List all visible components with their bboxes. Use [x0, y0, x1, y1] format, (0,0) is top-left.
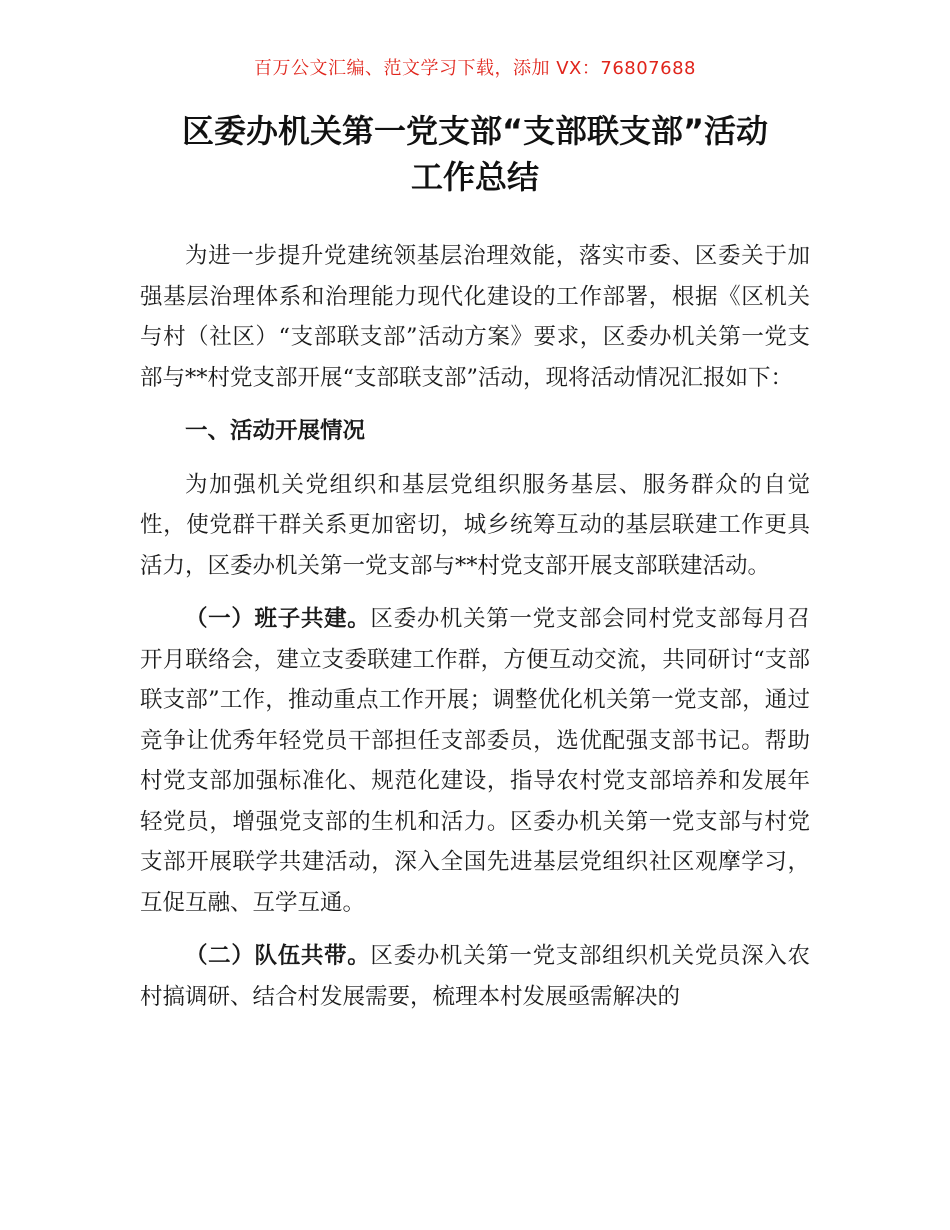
item-lead-2: （二）队伍共带。 [185, 943, 371, 969]
item-text-1: 区委办机关第一党支部会同村党支部每月召开月联络会，建立支委联建工作群，方便互动交流，共同研讨“支部联支部”工作，推动重点工作开展；调整优化机关第一党支部，通过竞争让优秀年轻党员干部担任支部委员，选优配强支部书记。帮助村党支部加强标准化、规范化建设，指导农村党支部培养和发展年轻党员，增强党支部的生机和活力。区委办机关第一党支部与村党支部开展联学共建活动，深入全国先进基层党组织社区观摩学习，互促互融、互学互通。 [140, 606, 810, 916]
item-text-2: 区委办机关第一党支部组织机关党员深入农村搞调研、结合村发展需要，梳理本村发展亟需解决的 [140, 943, 810, 1010]
intro-paragraph: 为进一步提升党建统领基层治理效能，落实市委、区委关于加强基层治理体系和治理能力现代化建设的工作部署，根据《区机关与村（社区）“支部联支部”活动方案》要求，区委办机关第一党支部与**村党支部开展“支部联支部”活动，现将活动情况汇报如下： [140, 243, 810, 391]
document-body [140, 236, 810, 1030]
section-heading: 一、活动开展情况 [185, 418, 366, 444]
section-paragraph: 为加强机关党组织和基层党组织服务基层、服务群众的自觉性，使党群干群关系更加密切，城乡统筹互动的基层联建工作更具活力，区委办机关第一党支部与**村党支部开展支部联建活动。 [140, 471, 810, 579]
item-paragraph-1 [140, 599, 810, 923]
title-line-1: 区委办机关第一党支部“支部联支部”活动 [181, 112, 769, 150]
watermark-banner: 百万公文汇编、范文学习下载，添加 VX：76807688 [254, 58, 696, 79]
title-line-2: 工作总结 [410, 158, 539, 196]
document-title [100, 108, 850, 200]
item-paragraph-2 [140, 936, 810, 1017]
item-lead-1: （一）班子共建。 [185, 606, 371, 632]
